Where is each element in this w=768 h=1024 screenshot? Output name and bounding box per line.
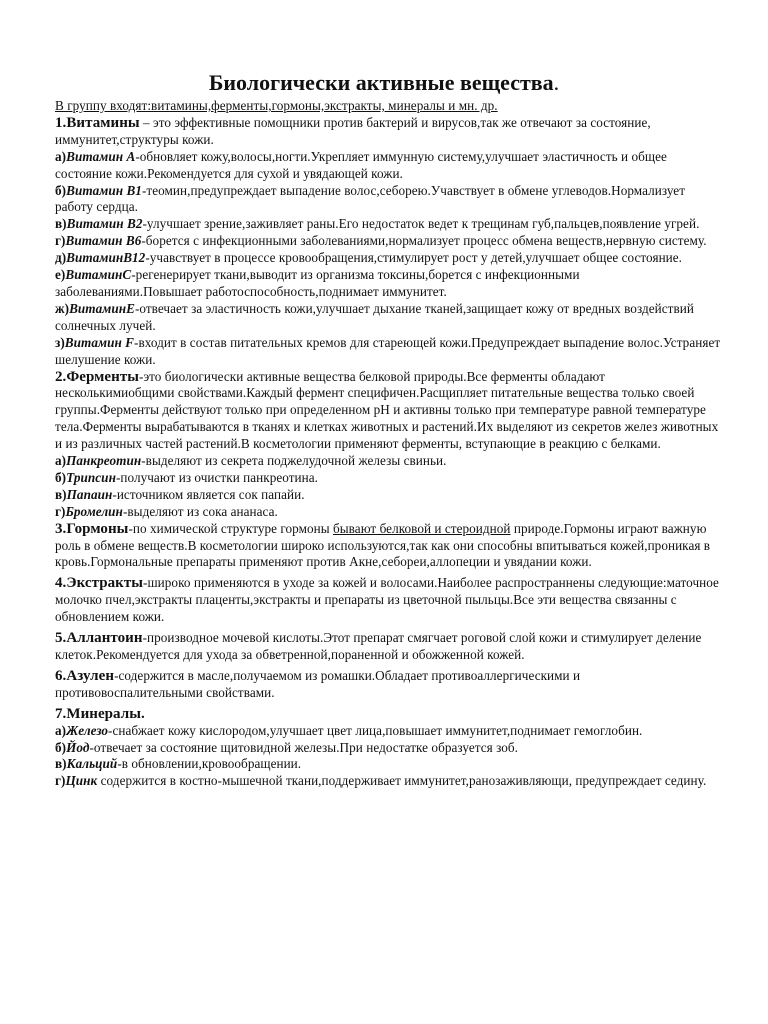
item-text: -выделяют из сока ананаса. xyxy=(122,503,278,519)
list-item: г)Бромелин-выделяют из сока ананаса. xyxy=(55,503,278,519)
section-heading: Витамины xyxy=(66,114,140,131)
section-number: 5. xyxy=(55,630,67,647)
item-text: -обновляет кожу,волосы,ногти.Укрепляет иммунную систему,улучшает эластичность и общее состояние кожи.Рекомендуется для сухой и увядающей кожи. xyxy=(55,148,667,181)
item-name: Йод xyxy=(66,739,90,755)
section-text: -по химической структуре гормоны xyxy=(128,520,334,536)
underlined-text: бывают белковой и стероидной xyxy=(333,520,511,536)
list-item: г)Цинк содержится в костно-мышечной ткани,поддерживает иммунитет,ранозаживляющи, предупреждает седину. xyxy=(55,773,707,789)
item-text: -отвечает за эластичность кожи,улучшает дыхание тканей,защищает кожу от вредных воздействий солнечных лучей. xyxy=(55,300,694,333)
document-body xyxy=(55,98,725,790)
item-name: ВитаминЕ xyxy=(69,300,135,316)
section-azulen xyxy=(55,668,725,702)
section-heading: Азулен xyxy=(66,667,115,684)
item-name: Витамин А xyxy=(66,148,136,164)
item-text: -борется с инфекционными заболеваниями,нормализует процесс обмена веществ,нервную систему. xyxy=(141,233,707,249)
item-text: -снабжает кожу кислородом,улучшает цвет лица,повышает иммунитет,поднимает гемоглобин. xyxy=(108,722,643,738)
list-item: в)Витамин В2-улучшает зрение,заживляет раны.Его недостаток ведет к трещинам губ,пальцев,появление угрей. xyxy=(55,216,700,232)
item-text: -отвечает за состояние щитовидной железы.При недостатке образуется зоб. xyxy=(89,739,519,755)
document-title xyxy=(0,70,768,96)
item-name: Панкреотин xyxy=(66,453,142,469)
list-item: в)Папаин-источником является сок папайи. xyxy=(55,486,305,502)
section-text: -производное мочевой кислоты.Этот препарат смягчает роговой слой кожи и стимулирует деление клеток.Рекомендуется для ухода за обветренной,пораненной и обожженной кожей. xyxy=(55,630,702,662)
list-item: а)Панкреотин-выделяют из секрета поджелудочной железы свиньи. xyxy=(55,453,447,469)
list-item: з)Витамин F-входит в состав питательных кремов для стареющей кожи.Предупреждает выпадение волос.Устраняет шелушение кожи. xyxy=(55,334,721,367)
list-item: б)Витамин В1-теомин,предупреждает выпадение волос,себорею.Учавствует в обмене углеводов.Нормализует работу сердца. xyxy=(55,182,686,215)
title-dot: . xyxy=(553,70,560,95)
section-allantoin xyxy=(55,630,725,664)
list-item: ж)ВитаминЕ-отвечает за эластичность кожи,улучшает дыхание тканей,защищает кожу от вредных воздействий солнечных лучей. xyxy=(55,300,694,333)
section-number: 6. xyxy=(55,667,67,684)
item-text: -выделяют из секрета поджелудочной железы свиньи. xyxy=(141,453,447,469)
section-extracts xyxy=(55,575,725,626)
section-number: 3. xyxy=(55,520,67,537)
section-text: -содержится в масле,получаемом из ромашки.Обладает противоаллергическими и противовоспалительными свойствами. xyxy=(55,667,581,700)
item-text: -источником является сок папайи. xyxy=(112,486,305,502)
list-item: в)Кальций-в обновлении,кровообращении. xyxy=(55,756,302,772)
list-item: е)ВитаминС-регенерирует ткани,выводит из организма токсины,борется с инфекционными заболеваниями.Повышает работоспособность,поднимает иммунитет. xyxy=(55,267,580,299)
section-text: – это эффективные помощники против бактерий и вирусов,так же отвечают за состояние, иммунитет,структуры кожи. xyxy=(55,114,651,147)
item-name: Витамин В1 xyxy=(66,182,142,198)
section-number: 1. xyxy=(55,114,67,131)
section-heading: Минералы. xyxy=(66,705,145,722)
item-text: -учавствует в процессе кровообращения,стимулирует рост у детей,улучшает общее состояние. xyxy=(145,250,683,266)
section-heading: Ферменты xyxy=(66,368,140,385)
section-number: 4. xyxy=(55,575,67,592)
list-item: г)Витамин В6-борется с инфекционными заболеваниями,нормализует процесс обмена веществ,нервную систему. xyxy=(55,233,707,249)
section-minerals xyxy=(55,706,725,791)
item-text: -теомин,предупреждает выпадение волос,себорею.Учавствует в обмене углеводов.Нормализует работу сердца. xyxy=(55,182,686,215)
intro-line: В группу входят:витамины,ферменты,гормоны,экстракты, минералы и мн. др. xyxy=(55,98,498,113)
list-item: а)Витамин А-обновляет кожу,волосы,ногти.Укрепляет иммунную систему,улучшает эластичность и общее состояние кожи.Рекомендуется для сухой и увядающей кожи. xyxy=(55,148,667,181)
item-name: ВитаминС xyxy=(65,267,132,283)
item-name: Железо xyxy=(66,722,109,738)
item-name: Трипсин xyxy=(66,469,116,485)
item-name: Витамин В2 xyxy=(66,216,143,232)
item-text: -регенерирует ткани,выводит из организма токсины,борется с инфекционными заболеваниями.Повышает работоспособность,поднимает иммунитет. xyxy=(55,267,580,299)
item-name: Витамин F xyxy=(64,334,135,350)
section-text-cont: природе.Гормоны играют важную роль в обмене веществ.В косметологии широко используются,так как они способны впитываться кожей,проникая в кровь.Гормональные препараты применяют против Акне,себореи,аллопеции и увядании кожи. xyxy=(55,520,711,570)
list-item: б)Трипсин-получают из очистки панкреотина. xyxy=(55,469,319,485)
item-name: Витамин В6 xyxy=(65,233,142,249)
section-heading: Аллантоин xyxy=(66,630,143,647)
section-text: -широко применяются в уходе за кожей и волосами.Наиболее распространнены следующие:маточное молочко пчел,экстракты плаценты,экстракты и препараты из цветочной пыльцы.Все эти вещества связанны с обновлением кожи. xyxy=(55,575,719,625)
section-hormones xyxy=(55,521,725,572)
item-name: ВитаминВ12 xyxy=(66,250,146,266)
section-heading: Экстракты xyxy=(66,575,144,592)
section-text: -это биологически активные вещества белковой природы.Все ферменты обладают несколькимиобщими свойствами.Каждый фермент специфичен.Расщипляет питательные вещества только своей группы.Ферменты действуют только при определенном pH и активны только при температуре равной температуре тела.Ферменты вырабатываются в тканях и клетках животных и растений.Их выделяют из секретов желез животных и из различных частей растений.В косметологии применяют ферменты, вступающие в реакцию с белками. xyxy=(55,368,719,452)
item-name: Папаин xyxy=(66,486,113,502)
list-item: д)ВитаминВ12-учавствует в процессе кровообращения,стимулирует рост у детей,улучшает общее состояние. xyxy=(55,250,683,266)
section-number: 2. xyxy=(55,368,67,385)
item-name: Кальций xyxy=(66,756,118,772)
list-item: а)Железо-снабжает кожу кислородом,улучшает цвет лица,повышает иммунитет,поднимает гемоглобин. xyxy=(55,722,643,738)
item-text: -в обновлении,кровообращении. xyxy=(117,756,302,772)
item-name: Цинк xyxy=(65,773,98,789)
list-item: б)Йод-отвечает за состояние щитовидной железы.При недостатке образуется зоб. xyxy=(55,739,519,755)
item-text: -входит в состав питательных кремов для стареющей кожи.Предупреждает выпадение волос.Устраняет шелушение кожи. xyxy=(55,334,721,367)
item-text: -получают из очистки панкреотина. xyxy=(115,469,319,485)
section-number: 7. xyxy=(55,705,67,722)
item-name: Бромелин xyxy=(65,503,123,519)
section-enzymes xyxy=(55,369,725,521)
title-text: Биологически активные вещества xyxy=(208,70,554,95)
item-text: -улучшает зрение,заживляет раны.Его недостаток ведет к трещинам губ,пальцев,появление угрей. xyxy=(142,216,700,232)
section-heading: Гормоны xyxy=(66,520,129,537)
section-vitamins xyxy=(55,115,725,369)
item-text: содержится в костно-мышечной ткани,поддерживает иммунитет,ранозаживляющи, предупреждает седину. xyxy=(97,773,707,789)
